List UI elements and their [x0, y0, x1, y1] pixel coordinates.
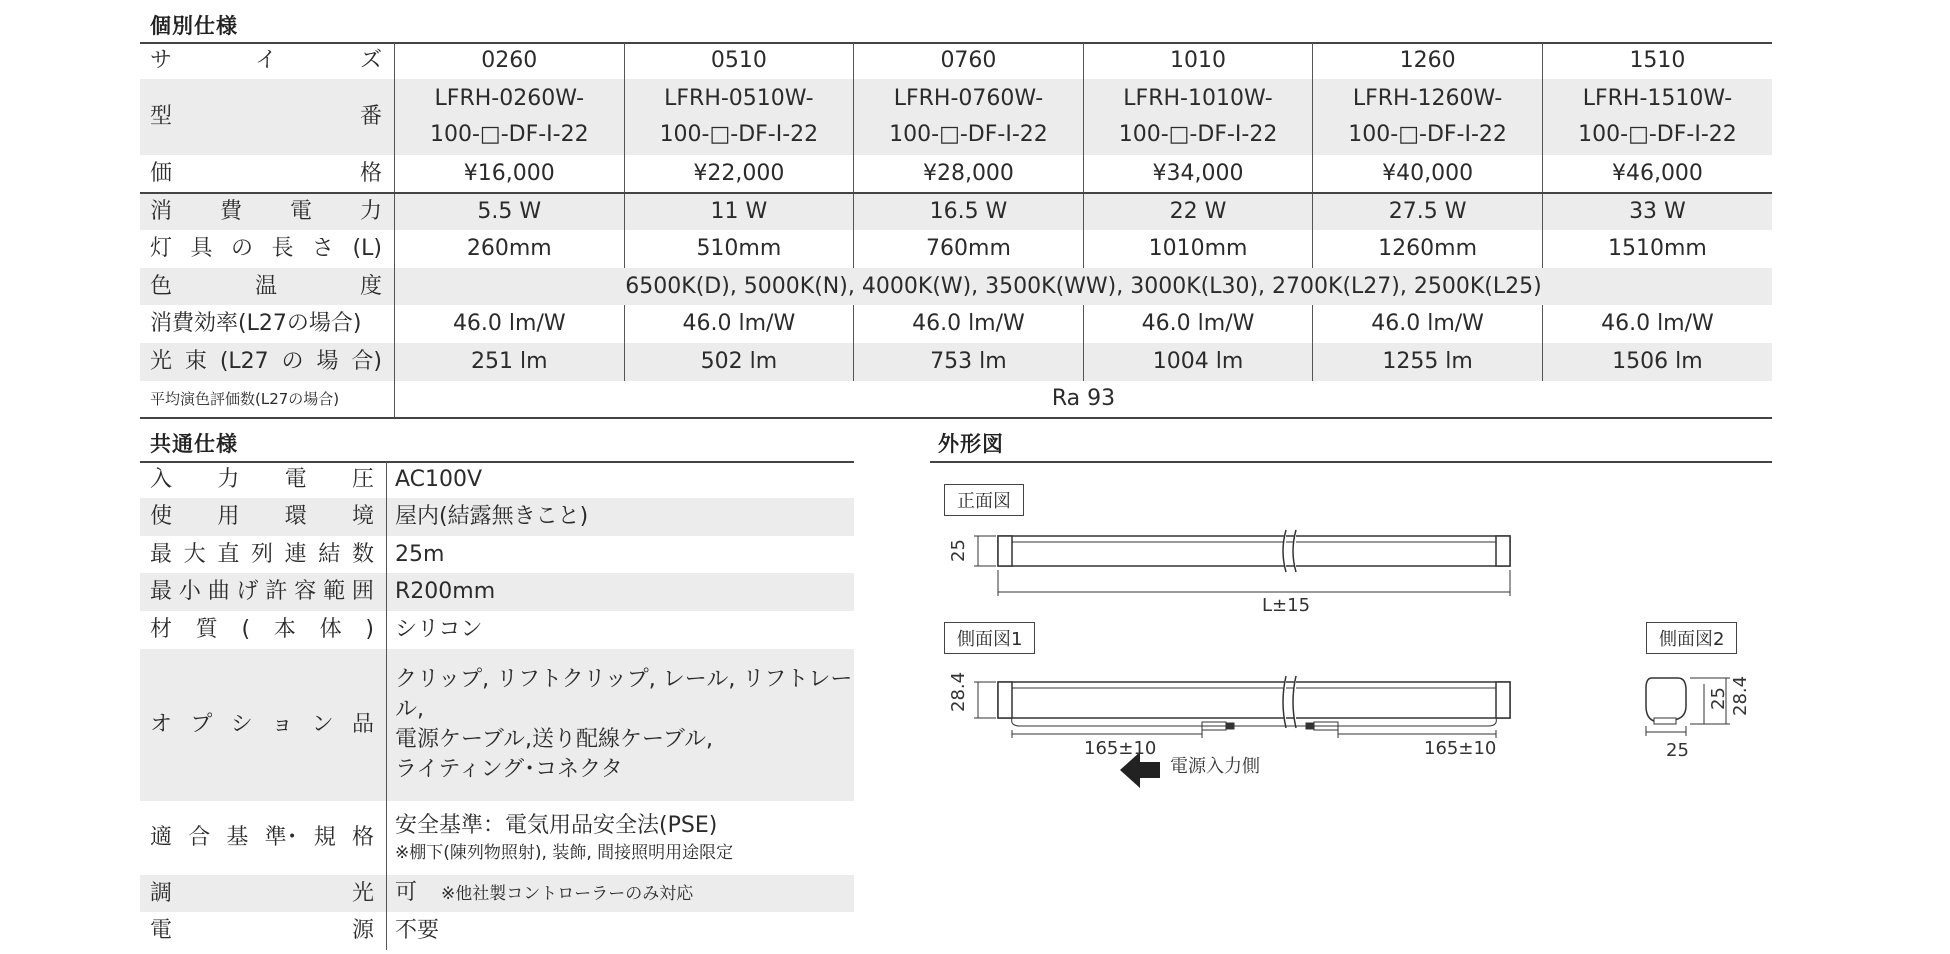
dimming-value: 可 ※他社製コントローラーのみ対応 [387, 875, 855, 912]
max-series-value: 25m [387, 536, 855, 573]
side-dim-165-left: 165±10 [1084, 738, 1157, 759]
model-label: 型 番 [140, 79, 395, 155]
common-spec-title: 共通仕様 [150, 432, 238, 456]
power-cell: 22 W [1083, 193, 1313, 230]
flux-cell: 251 lm [395, 343, 625, 381]
side-endcap-right [1496, 682, 1510, 718]
price-label: 価 格 [150, 160, 382, 186]
power-label: 消 費 電 力 [140, 193, 395, 230]
model-cell: LFRH-1510W- 100-□-DF-I-22 [1542, 79, 1772, 155]
power-cell: 27.5 W [1313, 193, 1543, 230]
bend-radius-label: 最 小 曲 げ 許 容 範 囲 [140, 573, 387, 611]
model-cell: LFRH-1010W- 100-□-DF-I-22 [1083, 79, 1313, 155]
individual-spec-title: 個別仕様 [150, 14, 238, 38]
length-cell: 1510mm [1542, 230, 1772, 268]
efficiency-cell: 46.0 lm/W [395, 305, 625, 343]
length-label: 灯 具 の 長 さ (L) [150, 236, 382, 261]
flux-cell: 1004 lm [1083, 343, 1313, 381]
environment-label: 使 用 環 境 [140, 498, 387, 536]
side-dim-165-right: 165±10 [1424, 738, 1497, 759]
color-temp-label: 色 温 度 [140, 268, 395, 305]
price-cell: ¥22,000 [624, 155, 854, 193]
front-endcap-left [998, 536, 1012, 566]
price-cell: ¥16,000 [395, 155, 625, 193]
input-voltage-value: AC100V [387, 462, 855, 498]
size-label: サ イ ズ [150, 48, 382, 73]
flux-cell: 502 lm [624, 343, 854, 381]
power-supply-value: 不要 [387, 912, 855, 950]
efficiency-cell: 46.0 lm/W [624, 305, 854, 343]
material-value: シリコン [387, 611, 855, 649]
efficiency-label: 消費効率(L27の場合) [150, 311, 362, 336]
size-cell: 0260 [395, 43, 625, 79]
power-cell: 16.5 W [854, 193, 1084, 230]
power-cell: 5.5 W [395, 193, 625, 230]
flux-label: 光 束 (L27 の 場 合) [140, 343, 395, 381]
efficiency-cell: 46.0 lm/W [1542, 305, 1772, 343]
length-cell: 510mm [624, 230, 854, 268]
efficiency-cell: 46.0 lm/W [1313, 305, 1543, 343]
price-cell: ¥28,000 [854, 155, 1084, 193]
options-label: オ プ シ ョ ン 品 [140, 649, 387, 801]
power-cell: 11 W [624, 193, 854, 230]
color-temp-value: 6500K(D), 5000K(N), 4000K(W), 3500K(WW), 3000K(L30), 2700K(L27), 2500K(L25) [395, 268, 1773, 305]
power-supply-label: 電 源 [150, 918, 374, 943]
cri-value: Ra 93 [395, 381, 1773, 418]
front-bar [998, 536, 1510, 566]
power-side-label: 電源入力側 [1170, 756, 1260, 777]
price-cell: ¥46,000 [1542, 155, 1772, 193]
efficiency-cell: 46.0 lm/W [1083, 305, 1313, 343]
size-cell: 1010 [1083, 43, 1313, 79]
model-cell: LFRH-0260W- 100-□-DF-I-22 [395, 79, 625, 155]
diagram-title: 外形図 [938, 432, 1004, 456]
material-label: 材 質 ( 本 体 ) [150, 617, 374, 642]
side-view2-label: 側面図2 [1646, 622, 1737, 654]
standards-label: 適 合 基 準･ 規 格 [150, 825, 374, 850]
side-break [1283, 676, 1296, 728]
standards-value: 安全基準：電気用品安全法(PSE) ※棚下(陳列物照射), 装飾, 間接照明用途限定 [387, 801, 855, 875]
side2-dim-284: 28.4 [1730, 675, 1751, 716]
size-cell: 1260 [1313, 43, 1543, 79]
length-cell: 1260mm [1313, 230, 1543, 268]
model-cell: LFRH-0510W- 100-□-DF-I-22 [624, 79, 854, 155]
outline-drawing [930, 470, 1772, 800]
model-cell: LFRH-1260W- 100-□-DF-I-22 [1313, 79, 1543, 155]
price-cell: ¥34,000 [1083, 155, 1313, 193]
model-cell: LFRH-0760W- 100-□-DF-I-22 [854, 79, 1084, 155]
max-series-label: 最 大 直 列 連 結 数 [150, 541, 374, 567]
side-dim-284: 28.4 [948, 671, 969, 712]
options-value: クリップ, リフトクリップ, レール, リフトレール, 電源ケーブル,送り配線ケーブル, ライティング･コネクタ [387, 649, 855, 801]
power-cell: 33 W [1542, 193, 1772, 230]
profile-shape [1646, 678, 1686, 722]
front-endcap-right [1496, 536, 1510, 566]
size-cell: 0510 [624, 43, 854, 79]
common-spec-table [140, 462, 854, 950]
front-view-label: 正面図 [944, 484, 1024, 516]
front-dim-25: 25 [948, 539, 969, 562]
dimming-label: 調 光 [140, 875, 387, 912]
environment-value: 屋内(結露無きこと) [387, 498, 855, 536]
diagram-rule [930, 461, 1772, 463]
side-bar [998, 682, 1510, 718]
flux-cell: 753 lm [854, 343, 1084, 381]
size-cell: 0760 [854, 43, 1084, 79]
side2-dim-25: 25 [1708, 687, 1729, 710]
individual-spec-table [140, 43, 1772, 419]
price-cell: ¥40,000 [1313, 155, 1543, 193]
side-view1-label: 側面図1 [944, 622, 1035, 654]
flux-cell: 1506 lm [1542, 343, 1772, 381]
size-cell: 1510 [1542, 43, 1772, 79]
side-endcap-left [998, 682, 1012, 718]
side2-dim-width: 25 [1666, 740, 1689, 761]
flux-cell: 1255 lm [1313, 343, 1543, 381]
efficiency-cell: 46.0 lm/W [854, 305, 1084, 343]
front-dim-l: L±15 [1262, 595, 1311, 616]
bend-radius-value: R200mm [387, 573, 855, 611]
length-cell: 760mm [854, 230, 1084, 268]
length-cell: 260mm [395, 230, 625, 268]
cri-label: 平均演色評価数(L27の場合) [150, 390, 340, 408]
length-cell: 1010mm [1083, 230, 1313, 268]
input-voltage-label: 入 力 電 圧 [150, 467, 374, 492]
